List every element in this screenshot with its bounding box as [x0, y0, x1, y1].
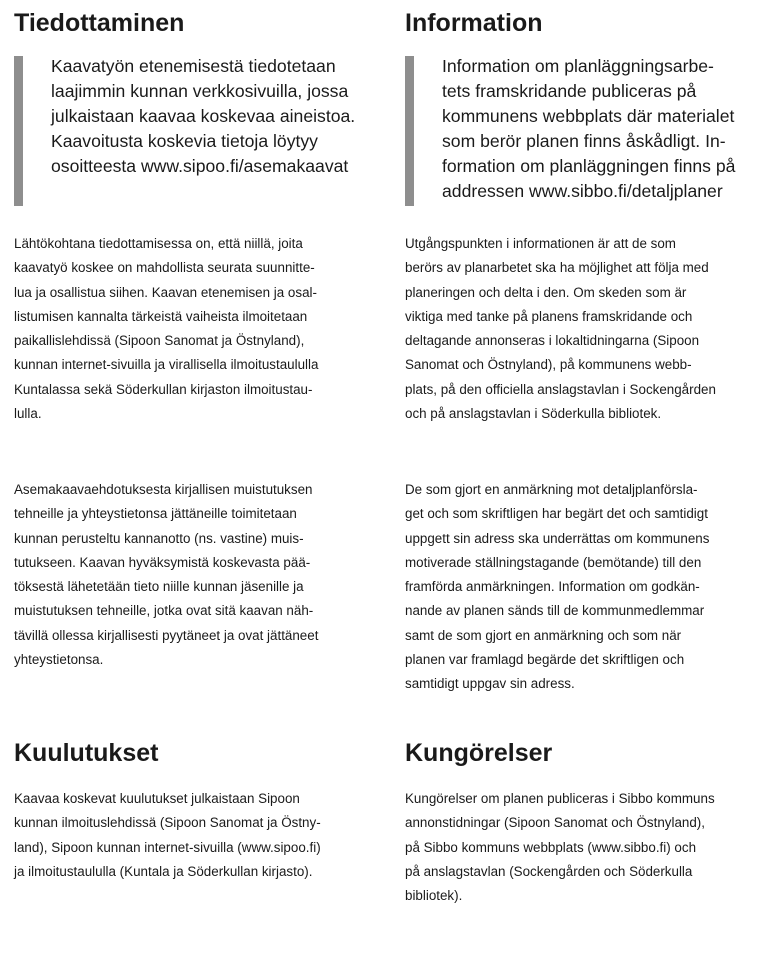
paragraph-muistutus: Asemakaavaehdotuksesta kirjallisen muistutuksen tehneille ja yhteystietonsa jättäneille toimitetaan kunnan perusteltu kannanotto (ns. vastine) muis- tutukseen. Kaavan hyväksymistä koskevasta pää- töksestä lähetetään tieto niille kunnan jäsenille ja muistutuksen tehneille, jotka ovat sitä kaavan näh- tävillä ollessa kirjallisesti pyytäneet ja ovat jättäneet yhteystietonsa.: [14, 482, 319, 668]
paragraph-info-intro: Lähtökohtana tiedottamisessa on, että niillä, joita kaavatyö koskee on mahdollista seurata suunnitte- lua ja osallistua siihen. Kaavan etenemisen ja osal- listumisen kannalta tärkeistä vaiheista ilmoitetaan paikallislehdissä (Sipoon Sanomat ja Östnyland), kunnan internet-sivuilla ja virallisella ilmoitustaululla Kuntalassa sekä Söderkullan kirjaston ilmoitustau- lulla.: [14, 236, 319, 422]
paragraph-anmarkning: De som gjort en anmärkning mot detaljplanförsla- get och som skriftligen har begärt det och samtidigt uppgett sin adress ska underrättas om kommunens motiverade ställningstagande (bemötande) till den framförda anmärkningen. Information om godkän- nande av planen sänds till de kommunmedlemmar samt de som gjort en anmärkning och som när planen var framlagd begärde det skriftligen och samtidigt uppgav sin adress.: [405, 482, 710, 692]
quote-text: Kaavatyön etenemisestä tiedotetaan laajimmin kunnan verkkosivuilla, jossa julkaistaan kaavaa koskevaa aineistoa. Kaavoitusta koskevia tietoja löytyy osoitteesta www.sipoo.fi/asemakaavat: [51, 56, 356, 176]
paragraph-kuulutukset: Kaavaa koskevat kuulutukset julkaistaan Sipoon kunnan ilmoituslehdissä (Sipoon Sanomat ja Östny- land), Sipoon kunnan internet-sivuilla (www.sipoo.fi) ja ilmoitustaululla (Kuntala ja Söderkullan kirjasto).: [14, 791, 321, 879]
pull-quote: [405, 54, 770, 204]
paragraph-info-intro: Utgångspunkten i informationen är att de som berörs av planarbetet ska ha möjlighet att följa med planeringen och delta i den. Om skeden som är viktiga med tanke på planens framskridande och deltagande annonseras i lokaltidningarna (Sipoon Sanomat och Östnyland), på kommunens webb- plats, på den officiella anslagstavlan i Sockengården och på anslagstavlan i Söderkulla bibliotek.: [405, 236, 716, 422]
quote-text: Information om planläggningsarbe- tets framskridande publiceras på kommunens webbplats där materialet som berör planen finns åskådligt. In- formation om planläggningen finns på addressen www.sibbo.fi/detaljplaner: [442, 56, 736, 201]
quote-bar: [14, 56, 23, 206]
heading-information: Information: [405, 9, 543, 37]
heading-kungorelser: Kungörelser: [405, 739, 553, 767]
pull-quote: [14, 54, 379, 179]
heading-tiedottaminen: Tiedottaminen: [14, 9, 185, 37]
heading-kuulutukset: Kuulutukset: [14, 739, 159, 767]
paragraph-kungorelser: Kungörelser om planen publiceras i Sibbo kommuns annonstidningar (Sipoon Sanomat och Östnyland), på Sibbo kommuns webbplats (www.sibbo.fi) och på anslagstavlan (Sockengården och Söderkulla bibliotek).: [405, 791, 715, 904]
quote-bar: [405, 56, 414, 206]
